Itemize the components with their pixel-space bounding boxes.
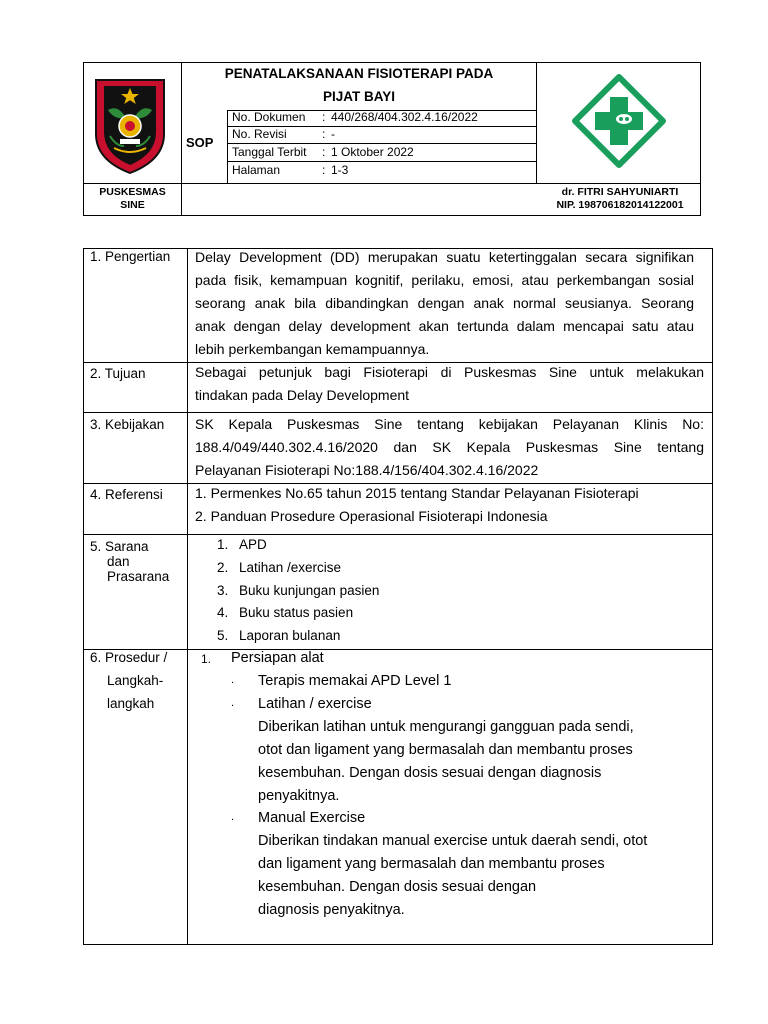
prosedur-bullet-desc: Diberikan tindakan manual exercise untuk daerah sendi, otot: [258, 833, 648, 849]
sarana-item-number: 3.: [217, 583, 229, 598]
meta-row-line-3: [227, 161, 536, 162]
prosedur-bullet-desc: kesembuhan. Dengan dosis sesuai dengan diagnosis: [258, 765, 602, 781]
prosedur-bullet-desc: kesembuhan. Dengan dosis sesuai dengan: [258, 879, 537, 895]
sarana-item: Buku kunjungan pasien: [239, 583, 380, 598]
section-label-prosedur: 6. Prosedur /: [90, 650, 168, 665]
sarana-item: APD: [239, 537, 267, 552]
header-divider-right: [536, 62, 537, 184]
tujuan-line: tindakan pada Delay Development: [195, 387, 410, 403]
sarana-item-number: 1.: [217, 537, 229, 552]
sop-title-line-1: PENATALAKSANAAN FISIOTERAPI PADA: [224, 66, 494, 81]
kebijakan-line: 188.4/049/440.302.4.16/2020 dan SK Kepala Puskesmas Sine tentang: [195, 439, 704, 455]
prosedur-step-number: 1.: [201, 652, 212, 666]
prosedur-bullet-desc: otot dan ligament yang bermasalah dan membantu proses: [258, 742, 633, 758]
section-label-prosedur: Langkah-: [107, 673, 164, 688]
pengertian-line: lebih perkembangan kemampuannya.: [195, 341, 430, 357]
bullet-dot-icon: .: [231, 811, 235, 823]
referensi-item: 2. Panduan Prosedure Operasional Fisioterapi Indonesia: [195, 508, 548, 524]
prosedur-bullet-desc: diagnosis penyakitnya.: [258, 902, 405, 918]
meta-label-revisi: No. Revisi: [232, 127, 287, 141]
tujuan-line: Sebagai petunjuk bagi Fisioterapi di Puskesmas Sine untuk melakukan: [195, 364, 704, 380]
prosedur-bullet-desc: dan ligament yang bermasalah dan membantu proses: [258, 856, 605, 872]
section-label-prosedur: langkah: [107, 696, 155, 711]
sarana-item: Latihan /exercise: [239, 560, 342, 575]
prosedur-bullet-desc: Diberikan latihan untuk mengurangi gangguan pada sendi,: [258, 719, 634, 735]
signer-nip: NIP. 198706182014122001: [556, 199, 684, 211]
meta-row-line-2: [227, 143, 536, 144]
kebijakan-line: SK Kepala Puskesmas Sine tentang kebijakan Pelayanan Klinis No:: [195, 416, 704, 432]
pengertian-line: Delay Development (DD) merupakan suatu ketertinggalan secara signifikan: [195, 249, 694, 265]
kebijakan-line: Pelayanan Fisioterapi No:188.4/156/404.302.4.16/2022: [195, 462, 539, 478]
signer-name: dr. FITRI SAHYUNIARTI: [561, 186, 679, 198]
prosedur-bullet-desc: penyakitnya.: [258, 788, 340, 804]
meta-label-dokumen: No. Dokumen: [232, 110, 306, 124]
meta-sep: :: [322, 145, 326, 159]
pengertian-line: seorang anak bila dibandingkan dengan anak normal seusianya. Seorang: [195, 295, 694, 311]
prosedur-bullet-title: Latihan / exercise: [258, 696, 372, 712]
pengertian-line: anak dengan delay development akan tertunda dalam mencapai satu atau: [195, 318, 694, 334]
header-divider-left: [181, 62, 182, 216]
sarana-item-number: 4.: [217, 605, 229, 620]
puskesmas-health-logo: [570, 72, 668, 170]
meta-sep: :: [322, 127, 326, 141]
meta-value-tanggal: 1 Oktober 2022: [331, 145, 414, 159]
meta-sep: :: [322, 110, 326, 124]
row-divider: [83, 534, 713, 535]
bullet-dot-icon: .: [231, 674, 235, 686]
meta-sep: :: [322, 163, 326, 177]
bullet-dot-icon: .: [231, 697, 235, 709]
section-label-tujuan: 2. Tujuan: [90, 366, 146, 381]
meta-value-halaman: 1-3: [331, 163, 349, 177]
section-label-pengertian: 1. Pengertian: [90, 249, 171, 264]
prosedur-bullet-title: Terapis memakai APD Level 1: [258, 673, 452, 689]
prosedur-step-title: Persiapan alat: [231, 650, 324, 666]
org-name-line-1: PUSKESMAS: [99, 186, 166, 198]
section-label-sarana: dan: [107, 554, 130, 569]
meta-value-revisi: -: [331, 127, 335, 141]
pengertian-line: pada fisik, kemampuan kognitif, perilaku, emosi, atau perkembangan sosial: [195, 272, 694, 288]
row-divider: [83, 649, 713, 650]
content-column-divider: [187, 248, 188, 945]
section-label-referensi: 4. Referensi: [90, 487, 163, 502]
sop-title-line-2: PIJAT BAYI: [322, 89, 396, 104]
meta-label-halaman: Halaman: [232, 163, 281, 177]
sarana-item-number: 2.: [217, 560, 229, 575]
header-bottom-row-line: [83, 183, 701, 184]
sarana-item: Laporan bulanan: [239, 628, 341, 643]
section-label-sarana: Prasarana: [107, 569, 170, 584]
section-label-kebijakan: 3. Kebijakan: [90, 417, 165, 432]
section-label-sarana: 5. Sarana: [90, 539, 149, 554]
sarana-item-number: 5.: [217, 628, 229, 643]
org-name-line-2: SINE: [120, 199, 145, 211]
prosedur-bullet-title: Manual Exercise: [258, 810, 366, 826]
sop-label-divider: [227, 110, 228, 183]
referensi-item: 1. Permenkes No.65 tahun 2015 tentang Standar Pelayanan Fisioterapi: [195, 485, 639, 501]
sop-label: SOP: [186, 135, 214, 150]
regency-emblem-logo: [92, 76, 168, 176]
meta-value-dokumen: 440/268/404.302.4.16/2022: [331, 110, 478, 124]
sarana-item: Buku status pasien: [239, 605, 354, 620]
meta-label-tanggal: Tanggal Terbit: [232, 145, 307, 159]
